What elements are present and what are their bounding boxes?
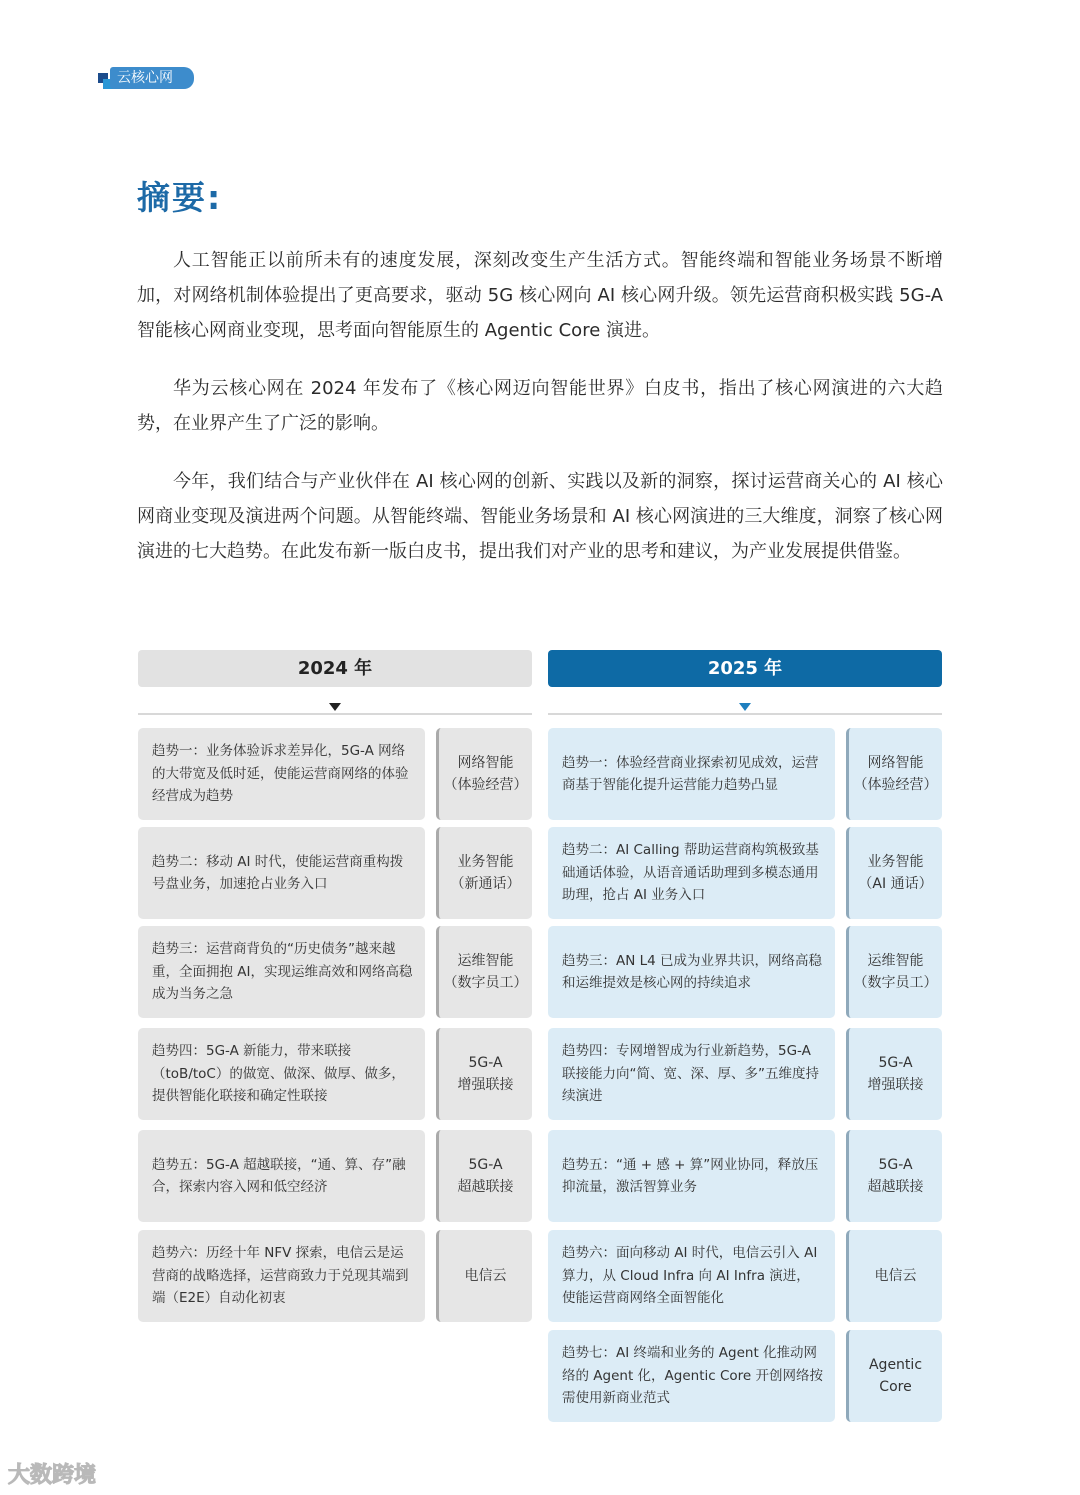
trend-text: 趋势七：AI 终端和业务的 Agent 化推动网络的 Agent 化，Agentic Core 开创网络按需使用新商业范式 (548, 1330, 835, 1422)
trend-category: 业务智能 （新通话） (436, 827, 532, 919)
watermark: 大数跨境 (8, 1463, 97, 1488)
paragraph-1: 人工智能正以前所未有的速度发展，深刻改变生产生活方式。智能终端和智能业务场景不断增加，对网络机制体验提出了更高要求，驱动 5G 核心网向 AI 核心网升级。领先运营商积极实践 5G-A 智能核心网商业变现，思考面向智能原生的 Agentic Core 演进。 (137, 250, 943, 341)
trend-card (548, 926, 942, 1018)
trend-text: 趋势六：历经十年 NFV 探索，电信云是运营商的战略选择，运营商致力于兑现其端到端（E2E）自动化初衷 (138, 1230, 425, 1322)
trend-card (548, 1130, 942, 1222)
down-arrow-icon (138, 687, 532, 709)
trend-text: 趋势二：移动 AI 时代，使能运营商重构拨号盘业务，加速抢占业务入口 (138, 827, 425, 919)
trend-card (548, 827, 942, 919)
trend-card (138, 1028, 532, 1120)
trend-text: 趋势五：“通 + 感 + 算”网业协同，释放压抑流量，激活智算业务 (548, 1130, 835, 1222)
trend-category: 网络智能 （体验经营） (436, 728, 532, 820)
trend-card (138, 1130, 532, 1222)
paragraph-3: 今年，我们结合与产业伙伴在 AI 核心网的创新、实践以及新的洞察，探讨运营商关心的 AI 核心网商业变现及演进两个问题。从智能终端、智能业务场景和 AI 核心网演进的三大维度，洞察了核心网演进的七大趋势。在此发布新一版白皮书，提出我们对产业的思考和建议，为产业发展提供借鉴。 (137, 471, 943, 562)
trend-category: 5G-A 超越联接 (846, 1130, 942, 1222)
trend-text: 趋势四：5G-A 新能力，带来联接（toB/toC）的做宽、做深、做厚、做多，提供智能化联接和确定性联接 (138, 1028, 425, 1120)
trend-category: 运维智能 （数字员工） (846, 926, 942, 1018)
trend-card (548, 728, 942, 820)
trend-card (138, 728, 532, 820)
page-title: 摘要: (137, 178, 223, 217)
trend-category: Agentic Core (846, 1330, 942, 1422)
trend-text: 趋势二：AI Calling 帮助运营商构筑极致基础通话体验，从语音通话助理到多模态通用助理，抢占 AI 业务入口 (548, 827, 835, 919)
trend-category: 5G-A 增强联接 (436, 1028, 532, 1120)
trend-category: 5G-A 超越联接 (436, 1130, 532, 1222)
trend-card (548, 1230, 942, 1322)
column-heading-2025: 2025 年 (548, 650, 942, 687)
down-arrow-icon (548, 687, 942, 709)
trend-text: 趋势一：业务体验诉求差异化，5G-A 网络的大带宽及低时延，使能运营商网络的体验经营成为趋势 (138, 728, 425, 820)
trend-category: 运维智能 （数字员工） (436, 926, 532, 1018)
trend-text: 趋势一：体验经营商业探索初见成效，运营商基于智能化提升运营能力趋势凸显 (548, 728, 835, 820)
trend-category: 网络智能 （体验经营） (846, 728, 942, 820)
trend-category: 5G-A 增强联接 (846, 1028, 942, 1120)
trend-card (138, 827, 532, 919)
trend-card (138, 926, 532, 1018)
trend-category: 电信云 (436, 1230, 532, 1322)
column-2025 (548, 650, 942, 1407)
trend-card (548, 1028, 942, 1120)
trend-card (138, 1230, 532, 1322)
section-tag (98, 67, 198, 91)
trend-text: 趋势三：运营商背负的“历史债务”越来越重，全面拥抱 AI，实现运维高效和网络高稳成为当务之急 (138, 926, 425, 1018)
trend-text: 趋势三：AN L4 已成为业界共识，网络高稳和运维提效是核心网的持续追求 (548, 926, 835, 1018)
paragraph-2: 华为云核心网在 2024 年发布了《核心网迈向智能世界》白皮书，指出了核心网演进的六大趋势，在业界产生了广泛的影响。 (137, 378, 943, 434)
trend-text: 趋势四：专网增智成为行业新趋势，5G-A 联接能力向“简、宽、深、厚、多”五维度持续演进 (548, 1028, 835, 1120)
column-2024 (138, 650, 532, 1307)
trend-category: 电信云 (846, 1230, 942, 1322)
trend-card (548, 1330, 942, 1422)
trend-category: 业务智能 （AI 通话） (846, 827, 942, 919)
section-tag-label: 云核心网 (110, 67, 194, 89)
trend-text: 趋势六：面向移动 AI 时代，电信云引入 AI 算力，从 Cloud Infra 向 AI Infra 演进，使能运营商网络全面智能化 (548, 1230, 835, 1322)
trend-text: 趋势五：5G-A 超越联接，“通、算、存”融合，探索内容入网和低空经济 (138, 1130, 425, 1222)
column-heading-2024: 2024 年 (138, 650, 532, 687)
